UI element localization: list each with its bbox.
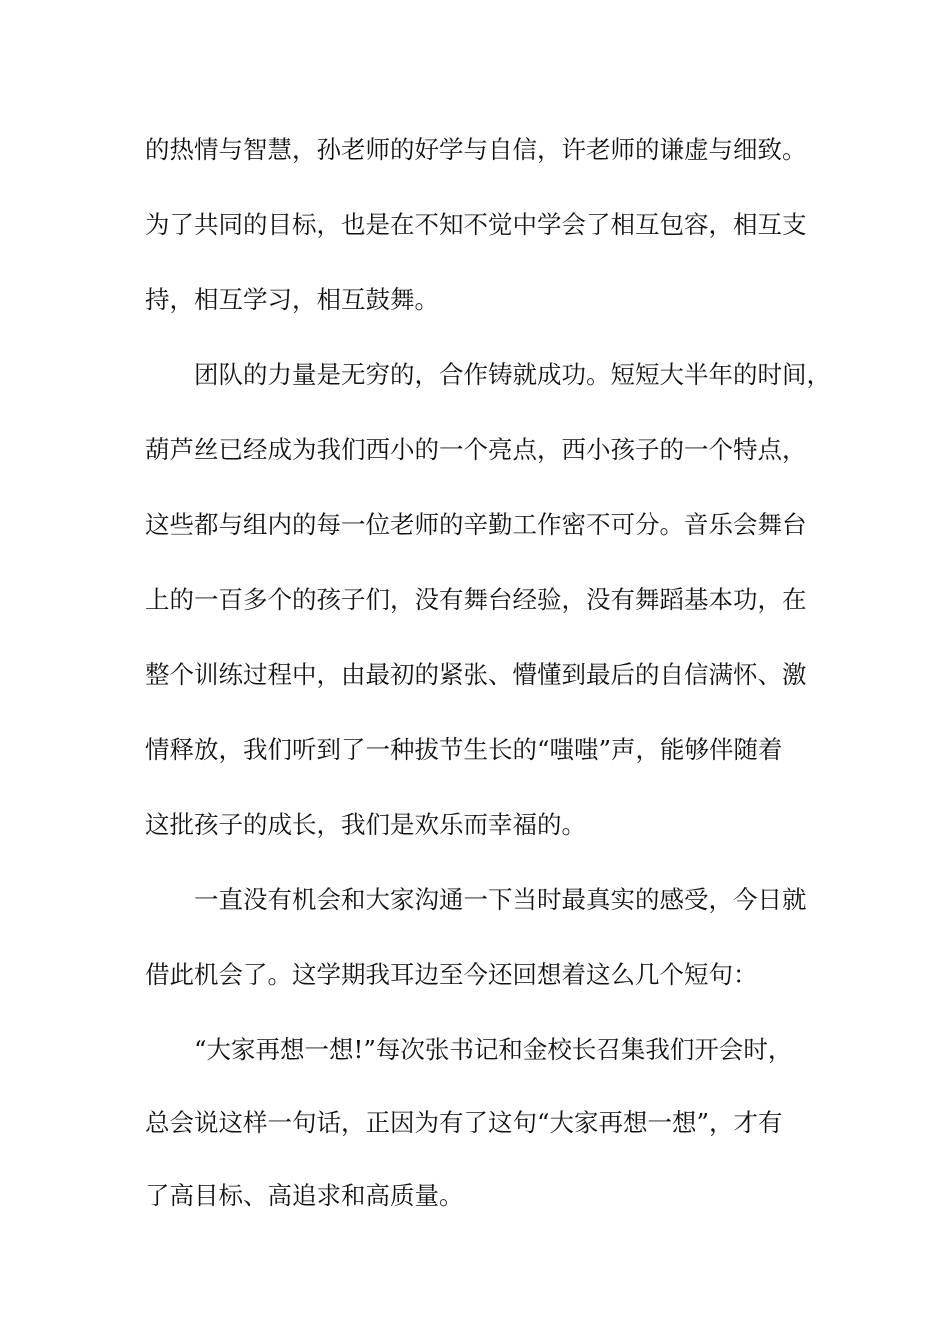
body-text-line: 这批孩子的成长，我们是欢乐而幸福的。 bbox=[145, 810, 586, 839]
body-text-line: 一直没有机会和大家沟通一下当时最真实的感受，今日就 bbox=[145, 885, 807, 914]
body-text-line: 为了共同的目标，也是在不知不觉中学会了相互包容，相互支 bbox=[145, 210, 807, 239]
body-text-line: 的热情与智慧，孙老师的好学与自信，许老师的谦虚与细致。 bbox=[145, 135, 807, 164]
body-text-line: 持，相互学习，相互鼓舞。 bbox=[145, 285, 439, 314]
body-text-line: 借此机会了。这学期我耳边至今还回想着这么几个短句： bbox=[145, 960, 758, 989]
body-text-line: 情释放，我们听到了一种拔节生长的“嗤嗤”声，能够伴随着 bbox=[145, 735, 783, 764]
body-text-line: 葫芦丝已经成为我们西小的一个亮点，西小孩子的一个特点， bbox=[145, 435, 807, 464]
body-text-line: 团队的力量是无穷的，合作铸就成功。短短大半年的时间， bbox=[145, 360, 831, 389]
body-text-line: 总会说这样一句话，正因为有了这句“大家再想一想”，才有 bbox=[145, 1108, 783, 1137]
body-text-line: 了高目标、高追求和高质量。 bbox=[145, 1181, 464, 1210]
body-text-line: 整个训练过程中，由最初的紧张、懵懂到最后的自信满怀、激 bbox=[145, 660, 807, 689]
body-text-line: “大家再想一想!”每次张书记和金校长召集我们开会时， bbox=[145, 1035, 793, 1064]
body-text-line: 这些都与组内的每一位老师的辛勤工作密不可分。音乐会舞台 bbox=[145, 510, 807, 539]
body-text-line: 上的一百多个的孩子们，没有舞台经验，没有舞蹈基本功，在 bbox=[145, 585, 807, 614]
